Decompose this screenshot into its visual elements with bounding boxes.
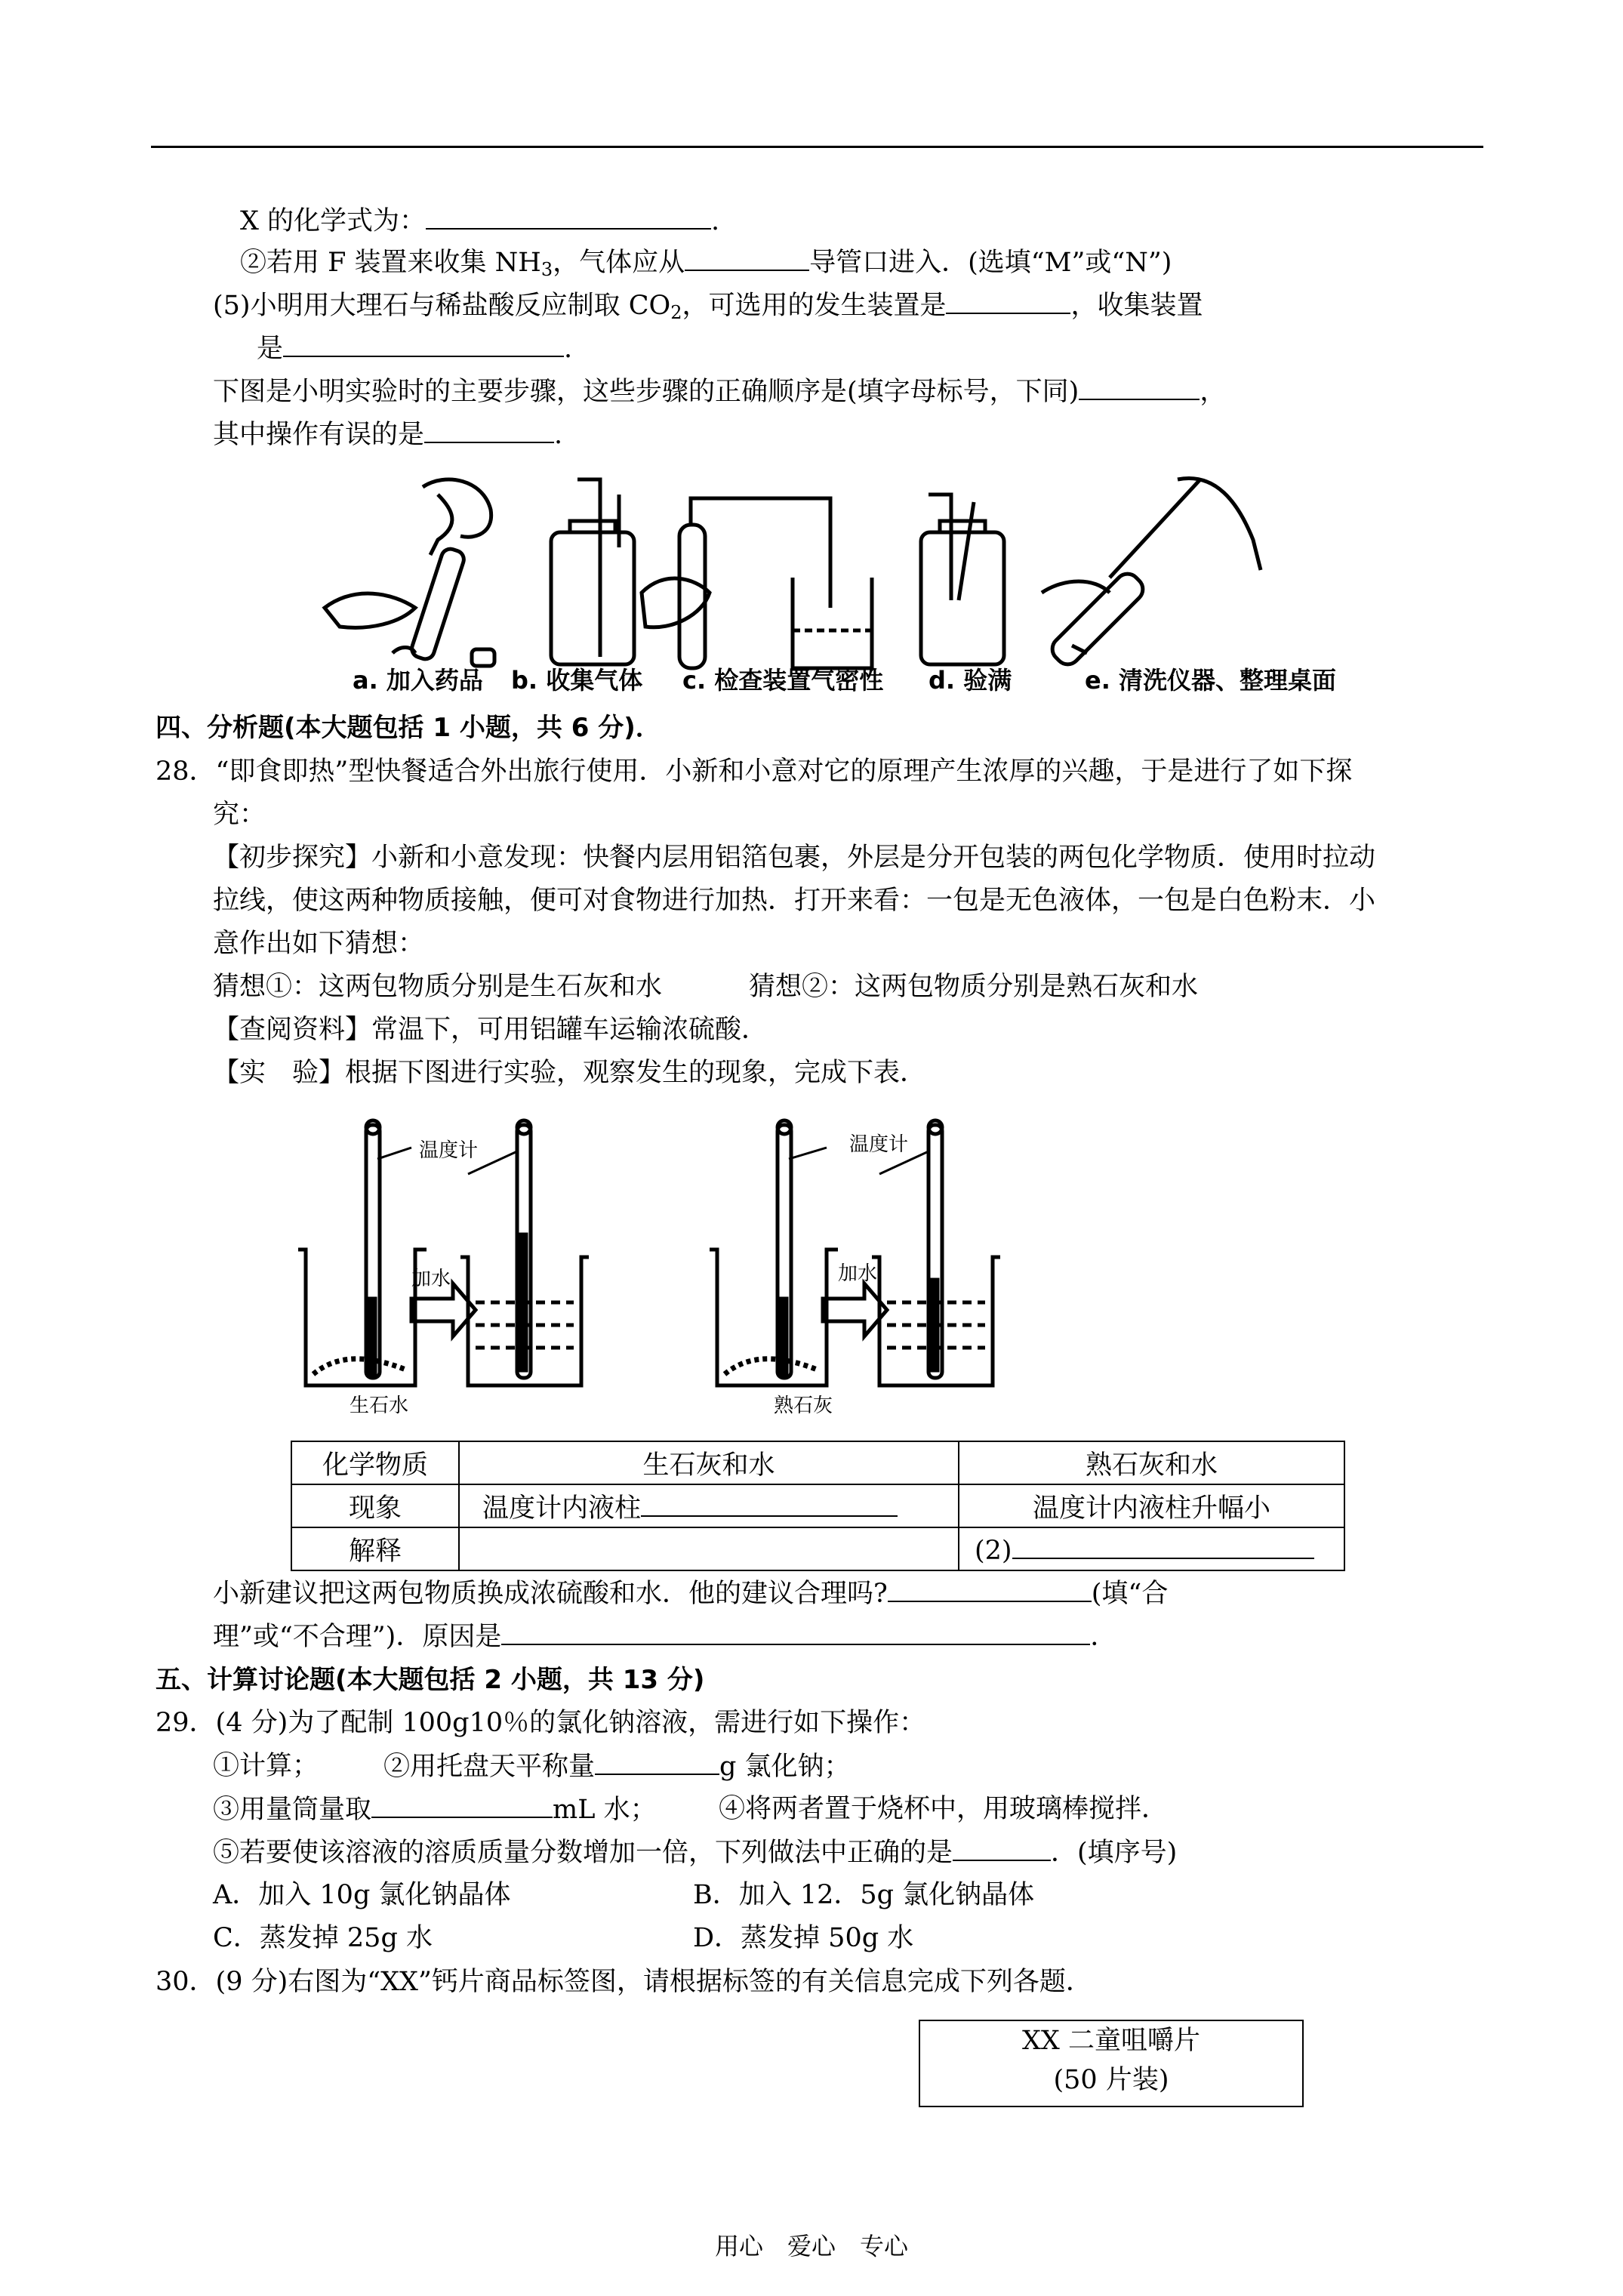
cell-text: 温度计内液柱	[482, 1493, 642, 1524]
table-cell: 现象	[291, 1484, 459, 1527]
beaker-quicklime-before	[298, 1120, 427, 1385]
step-d-figure	[921, 495, 1004, 664]
answer-blank[interactable]	[371, 1791, 553, 1818]
text: 是	[257, 334, 284, 364]
table-cell	[959, 1527, 1344, 1570]
answer-blank[interactable]	[946, 287, 1070, 314]
table-cell	[459, 1484, 959, 1527]
table-header-cell: 熟石灰和水	[959, 1441, 1344, 1484]
text: 下图是小明实验时的主要步骤，这些步骤的正确顺序是(填字母标号，下同)	[213, 377, 1079, 407]
product-label-count: (50 片装)	[1053, 2065, 1169, 2095]
beaker-experiment-figure	[291, 1114, 1046, 1416]
step-caption-b: b. 收集气体	[511, 666, 643, 695]
text: ③用量筒量取	[213, 1795, 372, 1825]
results-table	[291, 1441, 1345, 1571]
step-c-figure	[642, 498, 872, 668]
step-e-figure	[1042, 478, 1261, 669]
page-footer: 用心 爱心 专心	[714, 2232, 908, 2261]
q28-suggestion-line2	[213, 1618, 1116, 1655]
q28-line3: 【初步探究】小新和小意发现：快餐内层用铝箔包裹，外层是分开包装的两包化学物质．使用时拉动	[213, 843, 1376, 873]
table-row	[291, 1527, 1344, 1570]
answer-blank[interactable]	[641, 1490, 898, 1517]
q28-line2: 究：	[213, 800, 266, 830]
table-cell: 温度计内液柱升幅小	[959, 1484, 1344, 1527]
thermometer-pointer-1	[377, 1148, 411, 1159]
text: ⑤若要使该溶液的溶质质量分数增加一倍，下列做法中正确的是	[213, 1838, 953, 1868]
text: ②若用 F 装置来收集 NH	[240, 248, 541, 278]
q29-option-c[interactable]: C．蒸发掉 25g 水	[213, 1923, 433, 1953]
q28-line7: 【查阅资料】常温下，可用铝罐车运输浓硫酸．	[213, 1015, 768, 1045]
line-nh3	[240, 244, 1172, 288]
q28-line8: 【实 验】根据下图进行实验，观察发生的现象，完成下表．	[213, 1058, 927, 1088]
beaker-slakedlime-before	[710, 1120, 838, 1385]
text: ，收集装置	[1070, 291, 1203, 321]
add-water-label-1: 加水	[411, 1268, 451, 1290]
answer-blank[interactable]	[1012, 1532, 1314, 1559]
product-label-title: XX 二童咀嚼片	[1022, 2026, 1200, 2056]
q29-line1: 29．(4 分)为了配制 100g10％的氯化钠溶液，需进行如下操作：	[156, 1708, 926, 1738]
q28-line6b: 猜想②：这两包物质分别是熟石灰和水	[749, 972, 1199, 1002]
text: ，可选用的发生装置是	[682, 291, 947, 321]
table-header-cell: 生石灰和水	[459, 1441, 959, 1484]
subscript: 3	[540, 259, 553, 280]
step-b-figure	[551, 479, 634, 664]
q29-line4	[213, 1834, 1177, 1871]
answer-blank[interactable]	[426, 202, 711, 230]
beaker-quicklime-after	[460, 1120, 589, 1385]
table-cell[interactable]	[459, 1527, 959, 1570]
text: mL 水；	[553, 1795, 657, 1825]
text: (填“合	[1091, 1579, 1169, 1609]
cell-text: (2)	[975, 1536, 1012, 1566]
table-row	[291, 1441, 1344, 1484]
table-row	[291, 1484, 1344, 1527]
text: ，气体应从	[553, 248, 685, 278]
q29-line3	[213, 1791, 657, 1828]
text: ②用托盘天平称量	[383, 1752, 596, 1782]
q29-line2a: ①计算；	[213, 1751, 319, 1781]
step-caption-e: e. 清洗仪器、整理桌面	[1085, 666, 1337, 695]
q30-line1: 30．(9 分)右图为“XX”钙片商品标签图，请根据标签的有关信息完成下列各题．	[156, 1967, 1092, 1997]
table-cell: 解释	[291, 1527, 459, 1570]
header-rule	[151, 146, 1483, 148]
thermometer-label-2: 温度计	[849, 1133, 909, 1156]
q28-line1: 28．“即食即热”型快餐适合外出旅行使用．小新和小意对它的原理产生浓厚的兴趣，于是进行了如下探	[156, 757, 1353, 787]
text: 小新建议把这两包物质换成浓硫酸和水．他的建议合理吗?	[213, 1579, 888, 1609]
text: 理”或“不合理”)．原因是	[213, 1622, 502, 1652]
q29-line2b	[383, 1748, 851, 1785]
q28-line6a: 猜想①：这两包物质分别是生石灰和水	[213, 972, 663, 1002]
line-x-formula: X 的化学式为： .	[240, 202, 719, 239]
q28-suggestion-line1	[213, 1575, 1168, 1612]
beaker-label-quicklime: 生石水	[350, 1395, 409, 1417]
q29-option-a[interactable]: A．加入 10g 氯化钠晶体	[213, 1880, 511, 1910]
q29-option-b[interactable]: B．加入 12．5g 氯化钠晶体	[693, 1880, 1035, 1910]
step-caption-c: c. 检查装置气密性	[682, 666, 884, 695]
section-5-heading: 五、计算讨论题(本大题包括 2 小题，共 13 分)	[156, 1665, 705, 1695]
answer-blank[interactable]	[888, 1575, 1092, 1602]
line-collect: 是 .	[257, 330, 572, 367]
text: X 的化学式为：	[240, 206, 427, 236]
product-label-box	[919, 2020, 1304, 2107]
answer-blank[interactable]	[424, 416, 554, 443]
q28-line5: 意作出如下猜想：	[213, 929, 425, 959]
text: 其中操作有误的是	[213, 420, 425, 450]
text: 导管口进入．(选填“M”或“N”)	[809, 248, 1172, 278]
answer-blank[interactable]	[501, 1618, 1090, 1645]
step-caption-a: a. 加入药品	[353, 666, 483, 695]
step-caption-d: d. 验满	[929, 666, 1012, 695]
text: ．	[1090, 1622, 1117, 1652]
answer-blank[interactable]	[595, 1748, 719, 1775]
steps-illustration	[310, 464, 1321, 676]
thermometer-label-1: 温度计	[419, 1139, 479, 1162]
section-4-heading: 四、分析题(本大题包括 1 小题，共 6 分)．	[156, 713, 661, 743]
beaker-label-slakedlime: 熟石灰	[774, 1395, 833, 1417]
answer-blank[interactable]	[1079, 373, 1200, 400]
text: ．(填序号)	[1051, 1838, 1178, 1868]
line-steps	[213, 373, 1226, 410]
line-co2	[213, 287, 1203, 331]
step-a-figure	[325, 479, 494, 666]
q29-option-d[interactable]: D．蒸发掉 50g 水	[693, 1923, 914, 1953]
q29-line3c: ④将两者置于烧杯中，用玻璃棒搅拌．	[719, 1794, 1169, 1824]
subscript: 2	[670, 302, 682, 323]
answer-blank[interactable]	[685, 244, 809, 271]
text: ，	[1200, 377, 1227, 407]
q28-line4: 拉线，使这两种物质接触，便可对食物进行加热．打开来看：一包是无色液体，一包是白色粉末．小	[213, 886, 1376, 916]
answer-blank[interactable]	[283, 330, 564, 357]
line-error: 其中操作有误的是 .	[213, 416, 562, 453]
answer-blank[interactable]	[953, 1834, 1051, 1861]
table-header-cell: 化学物质	[291, 1441, 459, 1484]
text: g 氯化钠；	[719, 1752, 851, 1782]
add-water-label-2: 加水	[838, 1262, 878, 1285]
text: (5)小明用大理石与稀盐酸反应制取 CO	[213, 291, 671, 321]
